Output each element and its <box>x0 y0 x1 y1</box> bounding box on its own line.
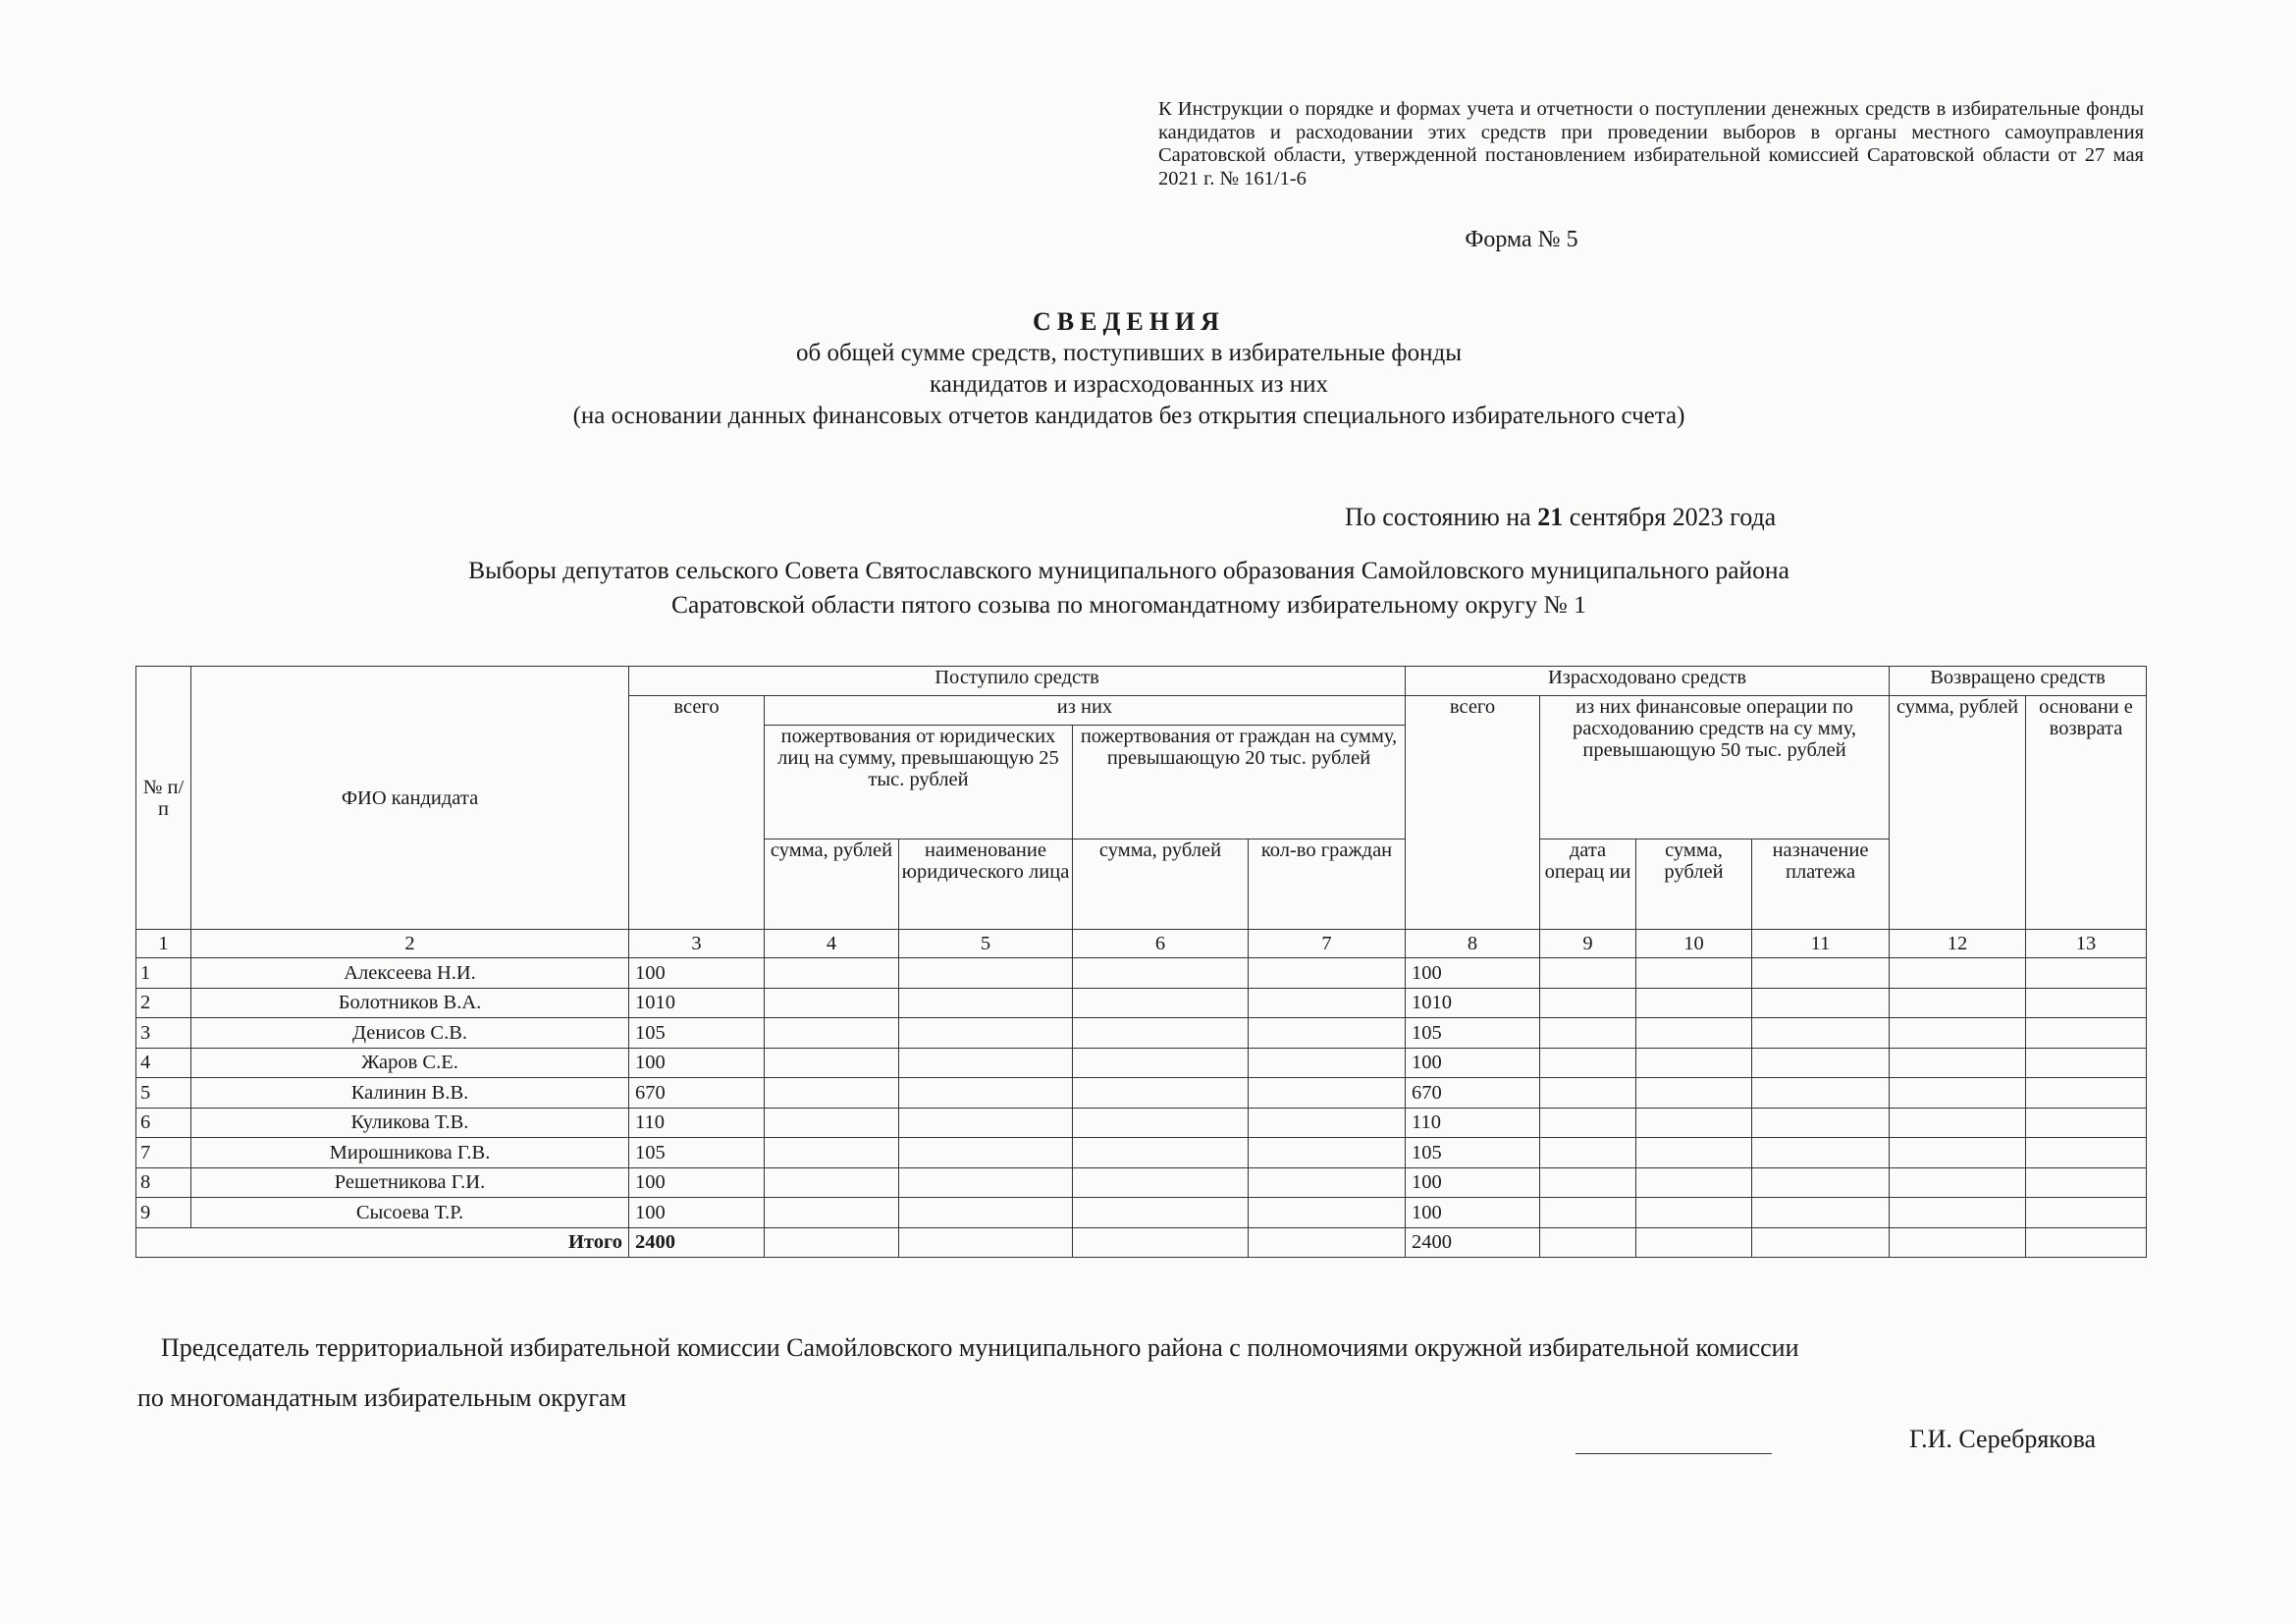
chairman-title-line-2: по многомандатным избирательным округам <box>137 1383 627 1412</box>
empty-cell <box>1249 1108 1406 1138</box>
election-line-1: Выборы депутатов сельского Совета Святославского муниципального образования Самойловского муниципального района <box>468 556 1789 584</box>
document-title: СВЕДЕНИЯ <box>1033 307 1225 336</box>
total-row <box>136 1227 2147 1258</box>
empty-cell <box>2026 1167 2147 1198</box>
table-row <box>136 988 2147 1018</box>
empty-cell <box>1540 1138 1636 1168</box>
empty-cell <box>1073 988 1249 1018</box>
empty-cell <box>1752 1018 1890 1049</box>
empty-cell <box>1752 958 1890 989</box>
received-total: 1010 <box>629 988 765 1018</box>
received-total: 100 <box>629 958 765 989</box>
empty-cell <box>899 958 1073 989</box>
empty-cell <box>1752 1227 1890 1258</box>
title-block <box>294 306 1963 432</box>
candidate-name: Решетникова Г.И. <box>191 1167 629 1198</box>
empty-cell <box>1249 1018 1406 1049</box>
header-candidate-name: ФИО кандидата <box>191 667 629 930</box>
table-row <box>136 1138 2147 1168</box>
spent-total: 110 <box>1406 1108 1540 1138</box>
table-row <box>136 1198 2147 1228</box>
column-number: 4 <box>765 930 899 958</box>
row-number: 7 <box>136 1138 191 1168</box>
as-of-date <box>1345 503 1776 532</box>
empty-cell <box>765 1138 899 1168</box>
empty-cell <box>2026 1018 2147 1049</box>
spent-total: 670 <box>1406 1078 1540 1109</box>
candidate-name: Куликова Т.В. <box>191 1108 629 1138</box>
empty-cell <box>1249 1048 1406 1078</box>
table-row <box>136 1078 2147 1109</box>
candidate-name: Мирошникова Г.В. <box>191 1138 629 1168</box>
chairman-title-line-1: Председатель территориальной избирательной комиссии Самойловского муниципального района с полномочиями окружной избирательной комиссии <box>161 1333 1799 1362</box>
empty-cell <box>1540 988 1636 1018</box>
candidate-name: Денисов С.В. <box>191 1018 629 1049</box>
empty-cell <box>1636 1048 1752 1078</box>
empty-cell <box>1540 1078 1636 1109</box>
empty-cell <box>1636 1138 1752 1168</box>
header-citizen-donations: пожертвования от граждан на сумму, превышающую 20 тыс. рублей <box>1073 726 1406 839</box>
candidate-name: Калинин В.В. <box>191 1078 629 1109</box>
header-operation-date: дата операц ии <box>1540 839 1636 930</box>
empty-cell <box>1073 1048 1249 1078</box>
empty-cell <box>1073 1138 1249 1168</box>
row-number: 2 <box>136 988 191 1018</box>
empty-cell <box>2026 1138 2147 1168</box>
report-table <box>135 666 2147 1258</box>
empty-cell <box>1249 1167 1406 1198</box>
as-of-suffix: сентября 2023 года <box>1563 503 1777 531</box>
received-total: 100 <box>629 1048 765 1078</box>
row-number: 6 <box>136 1108 191 1138</box>
empty-cell <box>899 1078 1073 1109</box>
header-operation-purpose: назначение платежа <box>1752 839 1890 930</box>
empty-cell <box>1540 1108 1636 1138</box>
empty-cell <box>1636 1198 1752 1228</box>
empty-cell <box>1890 1048 2026 1078</box>
empty-cell <box>1540 1018 1636 1049</box>
column-number: 13 <box>2026 930 2147 958</box>
empty-cell <box>1636 1108 1752 1138</box>
spent-total: 100 <box>1406 1198 1540 1228</box>
header-returned: Возвращено средств <box>1890 667 2147 696</box>
column-number: 10 <box>1636 930 1752 958</box>
as-of-prefix: По состоянию на <box>1345 503 1538 531</box>
header-spent-total: всего <box>1406 696 1540 930</box>
column-number: 9 <box>1540 930 1636 958</box>
empty-cell <box>1249 988 1406 1018</box>
empty-cell <box>1636 988 1752 1018</box>
empty-cell <box>1890 1138 2026 1168</box>
empty-cell <box>1249 1227 1406 1258</box>
empty-cell <box>765 988 899 1018</box>
total-received: 2400 <box>629 1227 765 1258</box>
empty-cell <box>1249 1138 1406 1168</box>
header-of-them: из них <box>765 696 1406 726</box>
empty-cell <box>899 1138 1073 1168</box>
empty-cell <box>1073 1018 1249 1049</box>
empty-cell <box>1890 988 2026 1018</box>
empty-cell <box>2026 1048 2147 1078</box>
received-total: 105 <box>629 1138 765 1168</box>
as-of-day: 21 <box>1537 503 1564 531</box>
election-line-2: Саратовской области пятого созыва по многомандатному избирательному округу № 1 <box>671 590 1586 619</box>
empty-cell <box>765 1078 899 1109</box>
received-total: 100 <box>629 1198 765 1228</box>
table-row <box>136 1108 2147 1138</box>
empty-cell <box>2026 1198 2147 1228</box>
empty-cell <box>1890 1108 2026 1138</box>
empty-cell <box>1540 1227 1636 1258</box>
empty-cell <box>1752 1198 1890 1228</box>
spent-total: 100 <box>1406 1048 1540 1078</box>
column-number: 3 <box>629 930 765 958</box>
header-returned-sum: сумма, рублей <box>1890 696 2026 930</box>
empty-cell <box>1890 958 2026 989</box>
total-spent: 2400 <box>1406 1227 1540 1258</box>
empty-cell <box>765 1048 899 1078</box>
empty-cell <box>1636 1167 1752 1198</box>
header-received: Поступило средств <box>629 667 1406 696</box>
candidate-name: Сысоева Т.Р. <box>191 1198 629 1228</box>
empty-cell <box>2026 1108 2147 1138</box>
empty-cell <box>2026 988 2147 1018</box>
empty-cell <box>899 988 1073 1018</box>
header-num: № п/п <box>136 667 191 930</box>
empty-cell <box>1752 1078 1890 1109</box>
empty-cell <box>899 1108 1073 1138</box>
received-total: 100 <box>629 1167 765 1198</box>
column-number: 1 <box>136 930 191 958</box>
header-citizen-count: кол-во граждан <box>1249 839 1406 930</box>
empty-cell <box>1073 1198 1249 1228</box>
empty-cell <box>1249 1198 1406 1228</box>
empty-cell <box>2026 1227 2147 1258</box>
empty-cell <box>1752 1167 1890 1198</box>
empty-cell <box>1636 958 1752 989</box>
empty-cell <box>1890 1198 2026 1228</box>
column-number: 2 <box>191 930 629 958</box>
empty-cell <box>1073 958 1249 989</box>
header-spent: Израсходовано средств <box>1406 667 1890 696</box>
header-legal-sum: сумма, рублей <box>765 839 899 930</box>
empty-cell <box>1752 1138 1890 1168</box>
empty-cell <box>1073 1227 1249 1258</box>
empty-cell <box>1540 1048 1636 1078</box>
empty-cell <box>765 1167 899 1198</box>
appendix-note: К Инструкции о порядке и формах учета и отчетности о поступлении денежных средств в избирательные фонды кандидатов и расходовании этих средств при проведении выборов в органы местного самоуправления Саратовской области, утвержденной постановлением избирательной комиссией Саратовской области от 27 мая 2021 г. № 161/1-6 <box>1158 98 2144 189</box>
empty-cell <box>899 1048 1073 1078</box>
total-label: Итого <box>136 1227 629 1258</box>
row-number: 1 <box>136 958 191 989</box>
empty-cell <box>2026 1078 2147 1109</box>
form-number: Форма № 5 <box>1465 227 1578 252</box>
empty-cell <box>1540 1167 1636 1198</box>
header-legal-name: наименование юридического лица <box>899 839 1073 930</box>
column-number-row <box>136 930 2147 958</box>
empty-cell <box>1540 958 1636 989</box>
spent-total: 100 <box>1406 1167 1540 1198</box>
candidate-name: Алексеева Н.И. <box>191 958 629 989</box>
signature-block <box>137 1323 2150 1423</box>
empty-cell <box>765 1108 899 1138</box>
spent-total: 100 <box>1406 958 1540 989</box>
empty-cell <box>1249 1078 1406 1109</box>
empty-cell <box>899 1198 1073 1228</box>
table-row <box>136 1167 2147 1198</box>
empty-cell <box>1890 1227 2026 1258</box>
empty-cell <box>1890 1167 2026 1198</box>
empty-cell <box>765 1198 899 1228</box>
received-total: 670 <box>629 1078 765 1109</box>
empty-cell <box>1073 1108 1249 1138</box>
spent-total: 105 <box>1406 1018 1540 1049</box>
empty-cell <box>765 1227 899 1258</box>
empty-cell <box>899 1167 1073 1198</box>
empty-cell <box>1890 1078 2026 1109</box>
election-name <box>294 553 1963 622</box>
header-operation-sum: сумма, рублей <box>1636 839 1752 930</box>
header-return-basis: основани е возврата <box>2026 696 2147 930</box>
column-number: 6 <box>1073 930 1249 958</box>
table-row <box>136 1048 2147 1078</box>
empty-cell <box>1636 1078 1752 1109</box>
header-legal-donations: пожертвования от юридических лиц на сумму, превышающую 25 тыс. рублей <box>765 726 1073 839</box>
table-row <box>136 1018 2147 1049</box>
row-number: 8 <box>136 1167 191 1198</box>
received-total: 105 <box>629 1018 765 1049</box>
empty-cell <box>1636 1227 1752 1258</box>
empty-cell <box>899 1018 1073 1049</box>
table-row <box>136 958 2147 989</box>
spent-total: 1010 <box>1406 988 1540 1018</box>
row-number: 4 <box>136 1048 191 1078</box>
row-number: 9 <box>136 1198 191 1228</box>
empty-cell <box>765 958 899 989</box>
column-number: 11 <box>1752 930 1890 958</box>
empty-cell <box>899 1227 1073 1258</box>
column-number: 5 <box>899 930 1073 958</box>
empty-cell <box>1752 988 1890 1018</box>
empty-cell <box>1752 1048 1890 1078</box>
spent-total: 105 <box>1406 1138 1540 1168</box>
empty-cell <box>1636 1018 1752 1049</box>
empty-cell <box>1890 1018 2026 1049</box>
header-financial-operations: из них финансовые операции по расходованию средств на су мму, превышающую 50 тыс. рублей <box>1540 696 1890 839</box>
candidate-name: Жаров С.Е. <box>191 1048 629 1078</box>
column-number: 12 <box>1890 930 2026 958</box>
empty-cell <box>1073 1078 1249 1109</box>
candidate-name: Болотников В.А. <box>191 988 629 1018</box>
empty-cell <box>1752 1108 1890 1138</box>
header-received-total: всего <box>629 696 765 930</box>
column-number: 7 <box>1249 930 1406 958</box>
header-citizen-sum: сумма, рублей <box>1073 839 1249 930</box>
empty-cell <box>2026 958 2147 989</box>
title-line-2: кандидатов и израсходованных из них <box>929 371 1329 398</box>
row-number: 5 <box>136 1078 191 1109</box>
title-line-1: об общей сумме средств, поступивших в избирательные фонды <box>795 340 1462 366</box>
empty-cell <box>1249 958 1406 989</box>
column-number: 8 <box>1406 930 1540 958</box>
signature-line <box>1575 1453 1772 1454</box>
received-total: 110 <box>629 1108 765 1138</box>
empty-cell <box>1540 1198 1636 1228</box>
empty-cell <box>765 1018 899 1049</box>
empty-cell <box>1073 1167 1249 1198</box>
title-line-3: (на основании данных финансовых отчетов кандидатов без открытия специального избирательного счета) <box>572 403 1685 429</box>
signer-name: Г.И. Серебрякова <box>1909 1425 2097 1453</box>
row-number: 3 <box>136 1018 191 1049</box>
